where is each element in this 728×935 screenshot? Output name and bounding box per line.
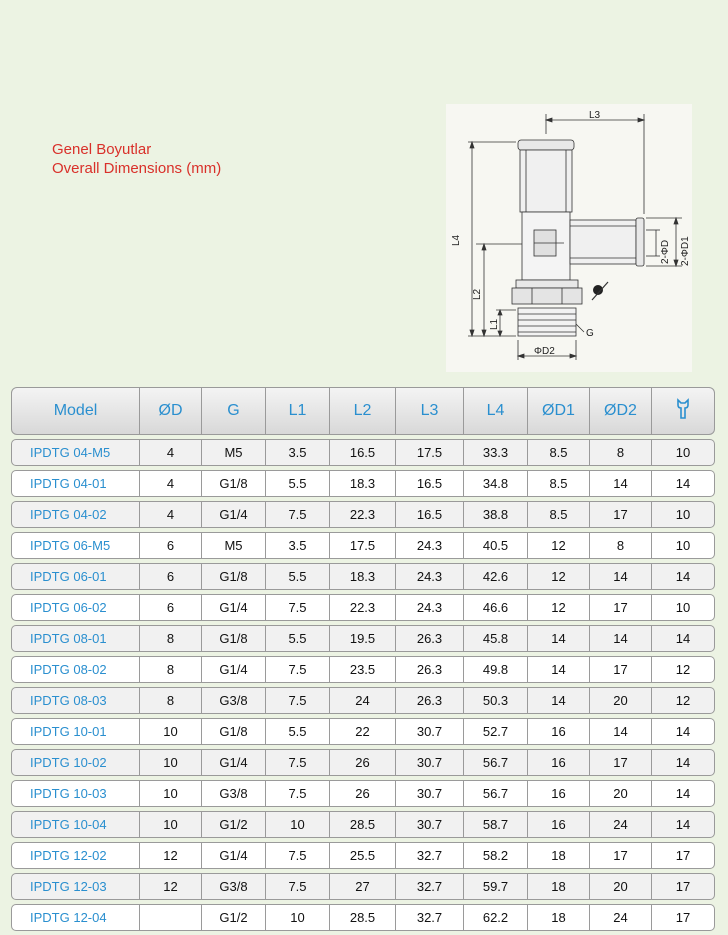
header-l4: L4 bbox=[464, 387, 528, 435]
dimension-cell: 6 bbox=[140, 563, 202, 590]
heading-english: Overall Dimensions (mm) bbox=[52, 160, 222, 177]
dimension-cell: 23.5 bbox=[330, 656, 396, 683]
dimension-cell: 14 bbox=[590, 718, 652, 745]
model-cell: IPDTG 12-03 bbox=[11, 873, 140, 900]
dimension-cell: G3/8 bbox=[202, 873, 266, 900]
dimension-cell: 38.8 bbox=[464, 501, 528, 528]
dimension-cell: 16 bbox=[528, 780, 590, 807]
dimension-cell: 8.5 bbox=[528, 501, 590, 528]
dimension-cell: 20 bbox=[590, 873, 652, 900]
dimension-cell: M5 bbox=[202, 439, 266, 466]
dimension-cell: 49.8 bbox=[464, 656, 528, 683]
dimension-cell: 10 bbox=[140, 749, 202, 776]
label-2-d: 2-ΦD bbox=[660, 239, 671, 264]
label-l4: L4 bbox=[451, 234, 462, 246]
dimension-cell: 40.5 bbox=[464, 532, 528, 559]
dimension-cell: 7.5 bbox=[266, 842, 330, 869]
dimension-cell: 50.3 bbox=[464, 687, 528, 714]
dimension-cell: 30.7 bbox=[396, 780, 464, 807]
dimension-cell: M5 bbox=[202, 532, 266, 559]
dimension-cell: 24 bbox=[590, 811, 652, 838]
dimension-cell: 17 bbox=[590, 594, 652, 621]
dimension-cell: G1/2 bbox=[202, 811, 266, 838]
dimension-cell: 6 bbox=[140, 594, 202, 621]
dimension-cell: 45.8 bbox=[464, 625, 528, 652]
dimension-cell: 56.7 bbox=[464, 749, 528, 776]
label-l2: L2 bbox=[472, 288, 483, 300]
header-wrench bbox=[652, 387, 715, 435]
dimension-cell: 12 bbox=[652, 687, 715, 714]
table-row bbox=[11, 749, 715, 776]
dimension-cell: G1/4 bbox=[202, 501, 266, 528]
dimension-cell: 3.5 bbox=[266, 532, 330, 559]
dimension-cell: 6 bbox=[140, 532, 202, 559]
table-row bbox=[11, 687, 715, 714]
table-row bbox=[11, 439, 715, 466]
table-body bbox=[11, 439, 715, 931]
dimension-cell: G1/4 bbox=[202, 842, 266, 869]
dimension-cell: 5.5 bbox=[266, 625, 330, 652]
dimension-cell: 10 bbox=[652, 501, 715, 528]
dimension-cell: 59.7 bbox=[464, 873, 528, 900]
table-row bbox=[11, 811, 715, 838]
dimension-cell: 14 bbox=[590, 625, 652, 652]
header-l1: L1 bbox=[266, 387, 330, 435]
dimension-cell: G3/8 bbox=[202, 780, 266, 807]
model-cell: IPDTG 10-01 bbox=[11, 718, 140, 745]
dimension-cell: 18.3 bbox=[330, 563, 396, 590]
header-l3: L3 bbox=[396, 387, 464, 435]
dimension-cell: 8 bbox=[140, 656, 202, 683]
model-cell: IPDTG 10-03 bbox=[11, 780, 140, 807]
dimension-cell: 8.5 bbox=[528, 470, 590, 497]
dimension-cell: 5.5 bbox=[266, 470, 330, 497]
dimension-cell: 4 bbox=[140, 501, 202, 528]
dimension-cell: 17.5 bbox=[396, 439, 464, 466]
dimension-cell: 10 bbox=[266, 811, 330, 838]
dimension-cell: 8 bbox=[590, 439, 652, 466]
heading-turkish: Genel Boyutlar bbox=[52, 141, 152, 158]
dimension-cell: 56.7 bbox=[464, 780, 528, 807]
dimension-cell: 8.5 bbox=[528, 439, 590, 466]
dimension-cell: 52.7 bbox=[464, 718, 528, 745]
label-l1: L1 bbox=[489, 318, 500, 330]
label-g: G bbox=[586, 328, 594, 339]
dimension-cell: G1/8 bbox=[202, 470, 266, 497]
dimension-cell: 12 bbox=[140, 873, 202, 900]
dimension-cell: 14 bbox=[528, 625, 590, 652]
model-cell: IPDTG 08-03 bbox=[11, 687, 140, 714]
dimension-cell: 7.5 bbox=[266, 501, 330, 528]
dimension-cell: 62.2 bbox=[464, 904, 528, 931]
model-cell: IPDTG 10-02 bbox=[11, 749, 140, 776]
dimension-cell: 4 bbox=[140, 470, 202, 497]
model-cell: IPDTG 08-01 bbox=[11, 625, 140, 652]
dimension-cell: 17 bbox=[652, 904, 715, 931]
dimension-cell: 16 bbox=[528, 749, 590, 776]
dimension-cell: 25.5 bbox=[330, 842, 396, 869]
dimension-cell: 34.8 bbox=[464, 470, 528, 497]
table-row bbox=[11, 532, 715, 559]
header-d: ØD bbox=[140, 387, 202, 435]
dimension-cell: G1/4 bbox=[202, 594, 266, 621]
dimension-cell bbox=[140, 904, 202, 931]
dimension-cell: 8 bbox=[140, 625, 202, 652]
dimension-cell: 12 bbox=[140, 842, 202, 869]
dimension-cell: 30.7 bbox=[396, 718, 464, 745]
dimension-cell: G1/8 bbox=[202, 563, 266, 590]
dimension-cell: 16.5 bbox=[396, 470, 464, 497]
dimension-cell: 10 bbox=[140, 780, 202, 807]
model-cell: IPDTG 06-01 bbox=[11, 563, 140, 590]
dimension-cell: 3.5 bbox=[266, 439, 330, 466]
dimension-cell: 17.5 bbox=[330, 532, 396, 559]
dimension-cell: 26.3 bbox=[396, 656, 464, 683]
dimension-cell: 32.7 bbox=[396, 842, 464, 869]
dimension-cell: 17 bbox=[652, 842, 715, 869]
dimension-cell: 14 bbox=[652, 780, 715, 807]
dimension-cell: 14 bbox=[528, 656, 590, 683]
table-row bbox=[11, 718, 715, 745]
model-cell: IPDTG 06-02 bbox=[11, 594, 140, 621]
dimension-cell: 7.5 bbox=[266, 594, 330, 621]
table-row bbox=[11, 625, 715, 652]
dimension-cell: 24.3 bbox=[396, 563, 464, 590]
dimension-cell: G1/4 bbox=[202, 749, 266, 776]
dimension-cell: 5.5 bbox=[266, 718, 330, 745]
header-d2: ØD2 bbox=[590, 387, 652, 435]
dimension-cell: 12 bbox=[528, 594, 590, 621]
dimension-cell: G1/8 bbox=[202, 625, 266, 652]
dimension-cell: 32.7 bbox=[396, 873, 464, 900]
dimension-cell: 7.5 bbox=[266, 687, 330, 714]
dimension-cell: 8 bbox=[590, 532, 652, 559]
dimension-cell: 12 bbox=[528, 563, 590, 590]
dimension-cell: 16.5 bbox=[330, 439, 396, 466]
table-row bbox=[11, 563, 715, 590]
dimension-cell: 8 bbox=[140, 687, 202, 714]
dimension-cell: 24 bbox=[590, 904, 652, 931]
dimension-cell: 14 bbox=[652, 749, 715, 776]
header-model: Model bbox=[11, 387, 140, 435]
table-row bbox=[11, 780, 715, 807]
dimension-cell: 26 bbox=[330, 749, 396, 776]
table-row bbox=[11, 501, 715, 528]
model-cell: IPDTG 10-04 bbox=[11, 811, 140, 838]
dimension-cell: 27 bbox=[330, 873, 396, 900]
dimension-cell: 20 bbox=[590, 687, 652, 714]
dimension-cell: G1/4 bbox=[202, 656, 266, 683]
dimension-cell: 33.3 bbox=[464, 439, 528, 466]
dimension-cell: 7.5 bbox=[266, 656, 330, 683]
dimension-cell: 19.5 bbox=[330, 625, 396, 652]
dimension-cell: 22.3 bbox=[330, 594, 396, 621]
dimension-cell: 18 bbox=[528, 842, 590, 869]
model-cell: IPDTG 04-01 bbox=[11, 470, 140, 497]
dimension-cell: 17 bbox=[590, 501, 652, 528]
dimensions-heading bbox=[52, 140, 221, 178]
model-cell: IPDTG 06-M5 bbox=[11, 532, 140, 559]
table-row bbox=[11, 470, 715, 497]
dimension-cell: 24 bbox=[330, 687, 396, 714]
dimension-cell: 7.5 bbox=[266, 749, 330, 776]
dimension-cell: 14 bbox=[528, 687, 590, 714]
dimension-cell: 58.2 bbox=[464, 842, 528, 869]
dimension-cell: 5.5 bbox=[266, 563, 330, 590]
header-d1: ØD1 bbox=[528, 387, 590, 435]
dimension-cell: 28.5 bbox=[330, 904, 396, 931]
dimension-cell: 26.3 bbox=[396, 687, 464, 714]
dimension-cell: 18 bbox=[528, 873, 590, 900]
dimension-cell: 46.6 bbox=[464, 594, 528, 621]
dimension-cell: 10 bbox=[652, 594, 715, 621]
dimension-cell: 30.7 bbox=[396, 811, 464, 838]
model-cell: IPDTG 12-02 bbox=[11, 842, 140, 869]
dimension-cell: 4 bbox=[140, 439, 202, 466]
dimension-cell: 17 bbox=[590, 656, 652, 683]
dimension-cell: 12 bbox=[652, 656, 715, 683]
dimension-cell: 14 bbox=[590, 470, 652, 497]
dimension-cell: 16 bbox=[528, 811, 590, 838]
dimension-cell: 18 bbox=[528, 904, 590, 931]
dimension-cell: 10 bbox=[652, 439, 715, 466]
model-cell: IPDTG 12-04 bbox=[11, 904, 140, 931]
dimension-cell: 24.3 bbox=[396, 532, 464, 559]
dimension-cell: 26.3 bbox=[396, 625, 464, 652]
dimension-cell: 10 bbox=[140, 718, 202, 745]
dimension-cell: 58.7 bbox=[464, 811, 528, 838]
dimension-cell: 30.7 bbox=[396, 749, 464, 776]
fitting-technical-drawing bbox=[446, 104, 692, 372]
dimension-cell: 7.5 bbox=[266, 780, 330, 807]
dimension-cell: 32.7 bbox=[396, 904, 464, 931]
dimension-cell: 42.6 bbox=[464, 563, 528, 590]
dimensions-table bbox=[11, 383, 715, 935]
label-2-d1: 2-ΦD1 bbox=[680, 236, 691, 266]
dimension-cell: 24.3 bbox=[396, 594, 464, 621]
model-cell: IPDTG 04-02 bbox=[11, 501, 140, 528]
dimension-cell: 17 bbox=[590, 842, 652, 869]
wrench-icon bbox=[674, 398, 692, 420]
dimension-cell: G1/8 bbox=[202, 718, 266, 745]
dimension-cell: 20 bbox=[590, 780, 652, 807]
label-d2: ΦD2 bbox=[534, 346, 555, 357]
dimension-cell: 16 bbox=[528, 718, 590, 745]
dimension-cell: G1/2 bbox=[202, 904, 266, 931]
dimension-cell: G3/8 bbox=[202, 687, 266, 714]
dimension-cell: 12 bbox=[528, 532, 590, 559]
dimension-cell: 14 bbox=[652, 718, 715, 745]
dimension-cell: 7.5 bbox=[266, 873, 330, 900]
model-cell: IPDTG 08-02 bbox=[11, 656, 140, 683]
header-g: G bbox=[202, 387, 266, 435]
dimension-cell: 17 bbox=[590, 749, 652, 776]
table-row bbox=[11, 594, 715, 621]
model-cell: IPDTG 04-M5 bbox=[11, 439, 140, 466]
dimension-cell: 22 bbox=[330, 718, 396, 745]
dimension-cell: 10 bbox=[266, 904, 330, 931]
dimension-cell: 17 bbox=[652, 873, 715, 900]
dimension-cell: 26 bbox=[330, 780, 396, 807]
header-l2: L2 bbox=[330, 387, 396, 435]
dimension-cell: 14 bbox=[652, 811, 715, 838]
dimension-cell: 14 bbox=[590, 563, 652, 590]
dimensions-table-container bbox=[11, 387, 715, 935]
dimension-cell: 28.5 bbox=[330, 811, 396, 838]
dimension-cell: 14 bbox=[652, 563, 715, 590]
table-row bbox=[11, 873, 715, 900]
dimension-cell: 14 bbox=[652, 625, 715, 652]
dimension-cell: 10 bbox=[652, 532, 715, 559]
table-row bbox=[11, 656, 715, 683]
dimension-cell: 22.3 bbox=[330, 501, 396, 528]
table-row bbox=[11, 904, 715, 931]
dimension-cell: 10 bbox=[140, 811, 202, 838]
dimension-cell: 18.3 bbox=[330, 470, 396, 497]
table-header-row bbox=[11, 387, 715, 435]
dimension-cell: 16.5 bbox=[396, 501, 464, 528]
dimension-cell: 14 bbox=[652, 470, 715, 497]
table-row bbox=[11, 842, 715, 869]
label-l3: L3 bbox=[589, 110, 601, 121]
